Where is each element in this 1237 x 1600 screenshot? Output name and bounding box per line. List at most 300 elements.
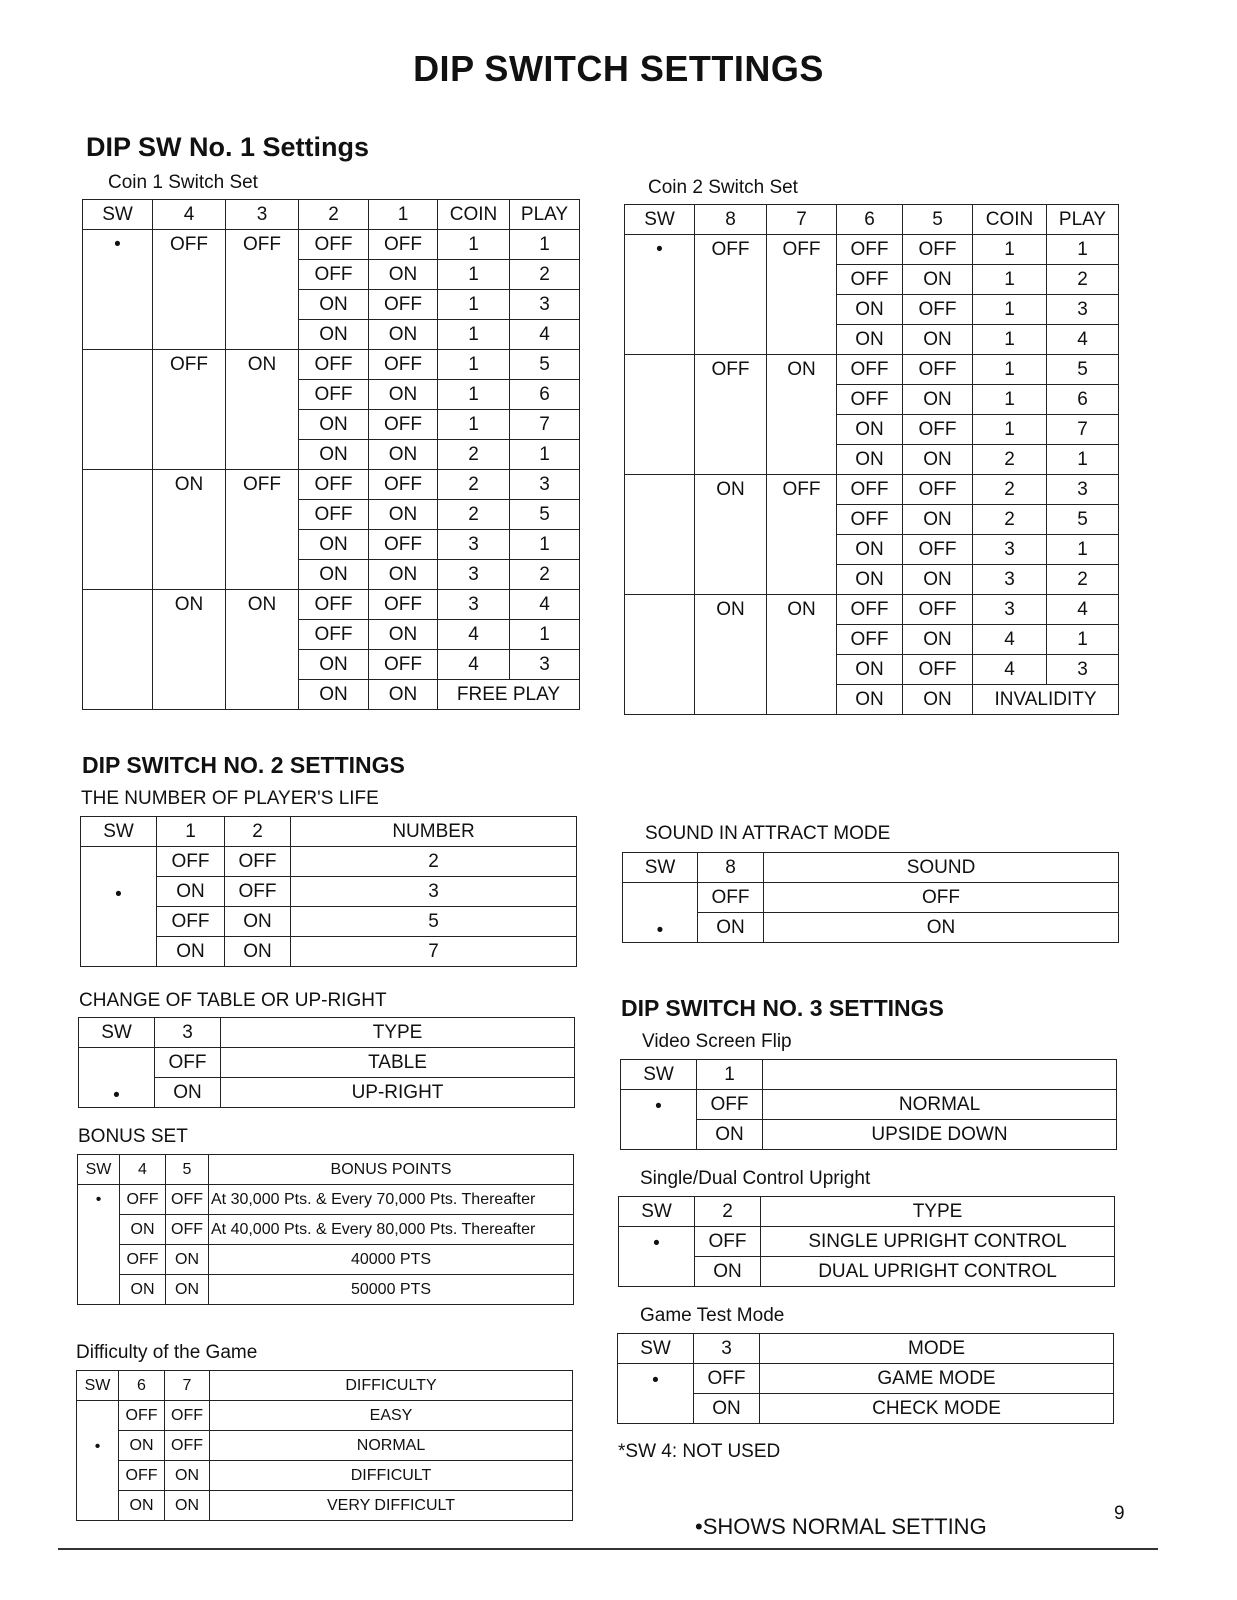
header-cell: 1 (369, 200, 438, 230)
cell: ON (697, 1120, 763, 1150)
flip-table (620, 1059, 1117, 1150)
header-cell: COIN (973, 205, 1047, 235)
table-row (621, 1090, 1117, 1120)
cell: 1 (510, 620, 580, 650)
cell: OFF (698, 883, 764, 913)
cell: OFF (369, 650, 438, 680)
cell: 2 (291, 847, 577, 877)
cell: 3 (973, 565, 1047, 595)
cell: DIFFICULT (210, 1461, 573, 1491)
cell: OFF (369, 590, 438, 620)
cell: 7 (291, 937, 577, 967)
header-cell: 6 (119, 1371, 165, 1401)
cell: 3 (510, 650, 580, 680)
cell: OFF (165, 1431, 210, 1461)
normal-setting-mark: • (655, 1096, 662, 1117)
cell: 2 (973, 445, 1047, 475)
cell: OFF (903, 475, 973, 505)
table-row (79, 1048, 575, 1078)
cell: OFF (155, 1048, 221, 1078)
header-cell: SW (83, 200, 153, 230)
cabinet-caption: CHANGE OF TABLE OR UP-RIGHT (79, 990, 387, 1011)
cell: ON (299, 320, 369, 350)
bonus-table (77, 1154, 574, 1305)
cell: OFF (166, 1185, 209, 1215)
cell: 2 (438, 440, 510, 470)
cell: ON (369, 260, 438, 290)
header-cell: TYPE (761, 1197, 1115, 1227)
table-row (81, 847, 577, 877)
cell: ON (165, 1491, 210, 1521)
cell: NORMAL (763, 1090, 1117, 1120)
cell: 1 (973, 415, 1047, 445)
sw-cell (621, 1090, 697, 1150)
cell: OFF (764, 883, 1119, 913)
cell: TABLE (221, 1048, 575, 1078)
header-cell: 7 (165, 1371, 210, 1401)
cabinet-table (78, 1017, 575, 1108)
header-cell: 1 (157, 817, 225, 847)
switch-value: OFF (695, 235, 767, 355)
header-cell: SW (79, 1018, 155, 1048)
cell: 2 (510, 560, 580, 590)
switch-value: OFF (695, 355, 767, 475)
cell: ON (903, 385, 973, 415)
header-cell: PLAY (1047, 205, 1119, 235)
table-header-row (619, 1197, 1115, 1227)
switch-mark (625, 355, 695, 475)
switch-value: OFF (226, 470, 299, 590)
cell: OFF (299, 470, 369, 500)
cell: ON (120, 1215, 166, 1245)
switch-value: OFF (226, 230, 299, 350)
normal-setting-mark: • (652, 1370, 659, 1391)
cell: OFF (837, 355, 903, 385)
cell: 2 (438, 500, 510, 530)
bottom-rule (58, 1548, 1158, 1550)
cell: OFF (369, 410, 438, 440)
switch-mark: • (625, 235, 695, 355)
cell: 1 (1047, 235, 1119, 265)
cell: OFF (119, 1461, 165, 1491)
cell: 4 (1047, 595, 1119, 625)
cell: 3 (1047, 655, 1119, 685)
table-row (83, 590, 580, 620)
cell: ON (299, 410, 369, 440)
cell: ON (299, 560, 369, 590)
table-row (618, 1364, 1114, 1394)
sw-cell (81, 847, 157, 967)
cell: ON (903, 325, 973, 355)
header-cell: SOUND (764, 853, 1119, 883)
header-cell: PLAY (510, 200, 580, 230)
table-header-row (625, 205, 1119, 235)
cell: 2 (510, 260, 580, 290)
cell: OFF (299, 260, 369, 290)
header-cell: SW (625, 205, 695, 235)
table-row (78, 1275, 574, 1305)
page-number: 9 (1114, 1503, 1125, 1524)
cell: OFF (837, 385, 903, 415)
sw-cell (77, 1401, 119, 1521)
control-caption: Single/Dual Control Upright (640, 1168, 871, 1189)
sw3-heading: DIP SWITCH NO. 3 SETTINGS (621, 995, 944, 1021)
cell: OFF (299, 590, 369, 620)
table-header-row (77, 1371, 573, 1401)
cell: ON (837, 565, 903, 595)
sw-cell (623, 883, 698, 943)
cell: ON (119, 1491, 165, 1521)
header-cell: SW (619, 1197, 695, 1227)
cell: CHECK MODE (760, 1394, 1114, 1424)
header-cell: MODE (760, 1334, 1114, 1364)
cell: ON (837, 535, 903, 565)
header-cell: DIFFICULTY (210, 1371, 573, 1401)
table-row (77, 1491, 573, 1521)
header-cell: 8 (695, 205, 767, 235)
cell: OFF (157, 847, 225, 877)
cell: ON (369, 680, 438, 710)
cell: OFF (903, 415, 973, 445)
cell: OFF (903, 655, 973, 685)
cell: ON (120, 1275, 166, 1305)
cell: ON (119, 1431, 165, 1461)
cell: 4 (510, 590, 580, 620)
table-header-row (81, 817, 577, 847)
cell: OFF (903, 595, 973, 625)
cell: 2 (438, 470, 510, 500)
normal-setting-note: •SHOWS NORMAL SETTING (695, 1514, 987, 1539)
sw-cell (79, 1048, 155, 1108)
switch-mark (625, 595, 695, 715)
cell: OFF (369, 350, 438, 380)
cell: 1 (438, 320, 510, 350)
table-row (78, 1185, 574, 1215)
header-cell: 2 (225, 817, 291, 847)
cell: 3 (1047, 475, 1119, 505)
cell: ON (369, 380, 438, 410)
header-cell: 5 (903, 205, 973, 235)
table-header-row (623, 853, 1119, 883)
sw1-heading: DIP SW No. 1 Settings (86, 132, 370, 162)
cell: 1 (973, 265, 1047, 295)
cell: OFF (837, 475, 903, 505)
cell: 1 (438, 380, 510, 410)
control-table (618, 1196, 1115, 1287)
cell: 1 (438, 290, 510, 320)
switch-value: OFF (153, 350, 226, 470)
table-row (78, 1215, 574, 1245)
cell: 6 (1047, 385, 1119, 415)
cell: OFF (166, 1215, 209, 1245)
cell: 40000 PTS (209, 1245, 574, 1275)
table-header-row (79, 1018, 575, 1048)
cell: UPSIDE DOWN (763, 1120, 1117, 1150)
cell: ON (903, 685, 973, 715)
table-header-row (621, 1060, 1117, 1090)
cell: ON (837, 445, 903, 475)
table-header-row (618, 1334, 1114, 1364)
header-cell: SW (621, 1060, 697, 1090)
coin2-caption: Coin 2 Switch Set (648, 177, 798, 198)
cell: 5 (291, 907, 577, 937)
table-row (78, 1245, 574, 1275)
cell: ON (299, 650, 369, 680)
cell: OFF (837, 505, 903, 535)
table-header-row (83, 200, 580, 230)
cell: 4 (510, 320, 580, 350)
cell: OFF (225, 877, 291, 907)
sw-cell (78, 1185, 120, 1305)
cell: ON (903, 505, 973, 535)
header-cell: 2 (695, 1197, 761, 1227)
normal-setting-mark: • (656, 920, 664, 941)
cell: 1 (438, 350, 510, 380)
cell: VERY DIFFICULT (210, 1491, 573, 1521)
cell: 1 (973, 325, 1047, 355)
cell: ON (157, 877, 225, 907)
switch-mark: • (83, 230, 153, 350)
cell: ON (155, 1078, 221, 1108)
cell: 1 (438, 260, 510, 290)
cell: OFF (299, 230, 369, 260)
cell: OFF (903, 355, 973, 385)
cell: OFF (695, 1227, 761, 1257)
coin2-table (624, 204, 1119, 715)
cell: ON (166, 1275, 209, 1305)
cell: 7 (1047, 415, 1119, 445)
switch-mark (83, 350, 153, 470)
table-row (619, 1227, 1115, 1257)
sound-table (622, 852, 1119, 943)
cell: OFF (299, 380, 369, 410)
cell: OFF (299, 500, 369, 530)
cell: 2 (1047, 565, 1119, 595)
header-cell: 2 (299, 200, 369, 230)
cell: ON (299, 680, 369, 710)
cell: ON (903, 565, 973, 595)
cell: OFF (165, 1401, 210, 1431)
cell: ON (837, 655, 903, 685)
cell: 5 (1047, 505, 1119, 535)
lives-table (80, 816, 577, 967)
switch-mark (83, 470, 153, 590)
cell: OFF (157, 907, 225, 937)
cell: ON (764, 913, 1119, 943)
switch-value: ON (226, 350, 299, 470)
cell: 3 (438, 560, 510, 590)
cell: 3 (291, 877, 577, 907)
cell: 6 (510, 380, 580, 410)
switch-mark (83, 590, 153, 710)
cell: OFF (837, 265, 903, 295)
header-cell: 6 (837, 205, 903, 235)
normal-setting-mark: • (115, 884, 122, 905)
cell: ON (166, 1245, 209, 1275)
cell: 2 (973, 505, 1047, 535)
cell: ON (299, 440, 369, 470)
switch-value: ON (226, 590, 299, 710)
cell: OFF (299, 620, 369, 650)
cell: OFF (837, 595, 903, 625)
test-table (617, 1333, 1114, 1424)
switch-value: OFF (767, 475, 837, 595)
cell: ON (225, 937, 291, 967)
switch-value: OFF (153, 230, 226, 350)
cell: 3 (510, 470, 580, 500)
header-cell: COIN (438, 200, 510, 230)
cell: UP-RIGHT (221, 1078, 575, 1108)
header-cell: SW (77, 1371, 119, 1401)
cell: 1 (438, 410, 510, 440)
switch-value: ON (767, 595, 837, 715)
cell: OFF (369, 530, 438, 560)
switch-mark (625, 475, 695, 595)
cell: 1 (1047, 445, 1119, 475)
cell: 5 (1047, 355, 1119, 385)
cell: OFF (369, 470, 438, 500)
cell: ON (369, 320, 438, 350)
normal-setting-mark: • (94, 1438, 101, 1455)
difficulty-caption: Difficulty of the Game (76, 1342, 258, 1363)
table-header-row (78, 1155, 574, 1185)
cell: OFF (119, 1401, 165, 1431)
cell: ON (299, 290, 369, 320)
header-cell: 3 (226, 200, 299, 230)
coin1-table (82, 199, 580, 710)
lives-caption: THE NUMBER OF PLAYER'S LIFE (81, 788, 379, 809)
cell: OFF (225, 847, 291, 877)
cell: 3 (973, 535, 1047, 565)
cell: OFF (369, 230, 438, 260)
cell: DUAL UPRIGHT CONTROL (761, 1257, 1115, 1287)
cell: OFF (903, 295, 973, 325)
cell: 3 (973, 595, 1047, 625)
cell: 4 (973, 625, 1047, 655)
cell: ON (165, 1461, 210, 1491)
header-cell (763, 1060, 1117, 1090)
cell: 4 (438, 620, 510, 650)
cell: 50000 PTS (209, 1275, 574, 1305)
cell: GAME MODE (760, 1364, 1114, 1394)
cell: ON (695, 1257, 761, 1287)
header-cell: 4 (153, 200, 226, 230)
header-cell: 3 (694, 1334, 760, 1364)
sw-cell (618, 1364, 694, 1424)
sw-cell (619, 1227, 695, 1287)
cell: 7 (510, 410, 580, 440)
cell: NORMAL (210, 1431, 573, 1461)
normal-setting-mark: • (95, 1191, 102, 1208)
header-cell: BONUS POINTS (209, 1155, 574, 1185)
cell: 2 (1047, 265, 1119, 295)
cell: ON (225, 907, 291, 937)
normal-setting-mark: • (653, 1233, 660, 1254)
cell: 4 (438, 650, 510, 680)
cell: ON (369, 560, 438, 590)
cell: 3 (1047, 295, 1119, 325)
table-row (83, 470, 580, 500)
cell: 4 (973, 655, 1047, 685)
coin1-caption: Coin 1 Switch Set (108, 172, 258, 193)
table-row (83, 230, 580, 260)
cell: ON (837, 325, 903, 355)
cell: FREE PLAY (438, 680, 580, 710)
cell: OFF (120, 1185, 166, 1215)
cell: OFF (120, 1245, 166, 1275)
table-row (623, 883, 1119, 913)
switch-value: ON (767, 355, 837, 475)
cell: EASY (210, 1401, 573, 1431)
cell: 1 (973, 295, 1047, 325)
cell: 1 (438, 230, 510, 260)
cell: ON (837, 295, 903, 325)
cell: OFF (837, 235, 903, 265)
header-cell: 7 (767, 205, 837, 235)
table-row (83, 350, 580, 380)
header-cell: SW (78, 1155, 120, 1185)
cell: SINGLE UPRIGHT CONTROL (761, 1227, 1115, 1257)
switch-value: ON (153, 470, 226, 590)
header-cell: 8 (698, 853, 764, 883)
header-cell: NUMBER (291, 817, 577, 847)
cell: OFF (903, 535, 973, 565)
cell: 3 (510, 290, 580, 320)
table-row (625, 355, 1119, 385)
cell: OFF (837, 625, 903, 655)
cell: 1 (510, 530, 580, 560)
cell: ON (157, 937, 225, 967)
cell: ON (903, 265, 973, 295)
difficulty-table (76, 1370, 573, 1521)
cell: 5 (510, 500, 580, 530)
normal-setting-mark: • (113, 1085, 120, 1106)
table-row (77, 1401, 573, 1431)
header-cell: SW (81, 817, 157, 847)
header-cell: TYPE (221, 1018, 575, 1048)
cell: ON (698, 913, 764, 943)
header-cell: SW (623, 853, 698, 883)
cell: OFF (697, 1090, 763, 1120)
cell: 1 (510, 230, 580, 260)
header-cell: 4 (120, 1155, 166, 1185)
table-row (77, 1431, 573, 1461)
cell: OFF (299, 350, 369, 380)
table-row (77, 1461, 573, 1491)
cell: ON (299, 530, 369, 560)
cell: 1 (973, 385, 1047, 415)
cell: OFF (694, 1364, 760, 1394)
cell: 5 (510, 350, 580, 380)
test-caption: Game Test Mode (640, 1305, 785, 1326)
bonus-caption: BONUS SET (78, 1126, 188, 1147)
flip-caption: Video Screen Flip (642, 1031, 792, 1052)
cell: ON (369, 620, 438, 650)
cell: ON (837, 415, 903, 445)
cell: ON (369, 500, 438, 530)
cell: OFF (903, 235, 973, 265)
table-row (625, 595, 1119, 625)
cell: ON (369, 440, 438, 470)
cell: ON (694, 1394, 760, 1424)
header-cell: 1 (697, 1060, 763, 1090)
not-used-note: *SW 4: NOT USED (618, 1441, 781, 1462)
cell: INVALIDITY (973, 685, 1119, 715)
page-title: DIP SWITCH SETTINGS (413, 48, 824, 89)
switch-value: ON (695, 475, 767, 595)
cell: At 30,000 Pts. & Every 70,000 Pts. Thereafter (209, 1185, 574, 1215)
cell: 2 (973, 475, 1047, 505)
